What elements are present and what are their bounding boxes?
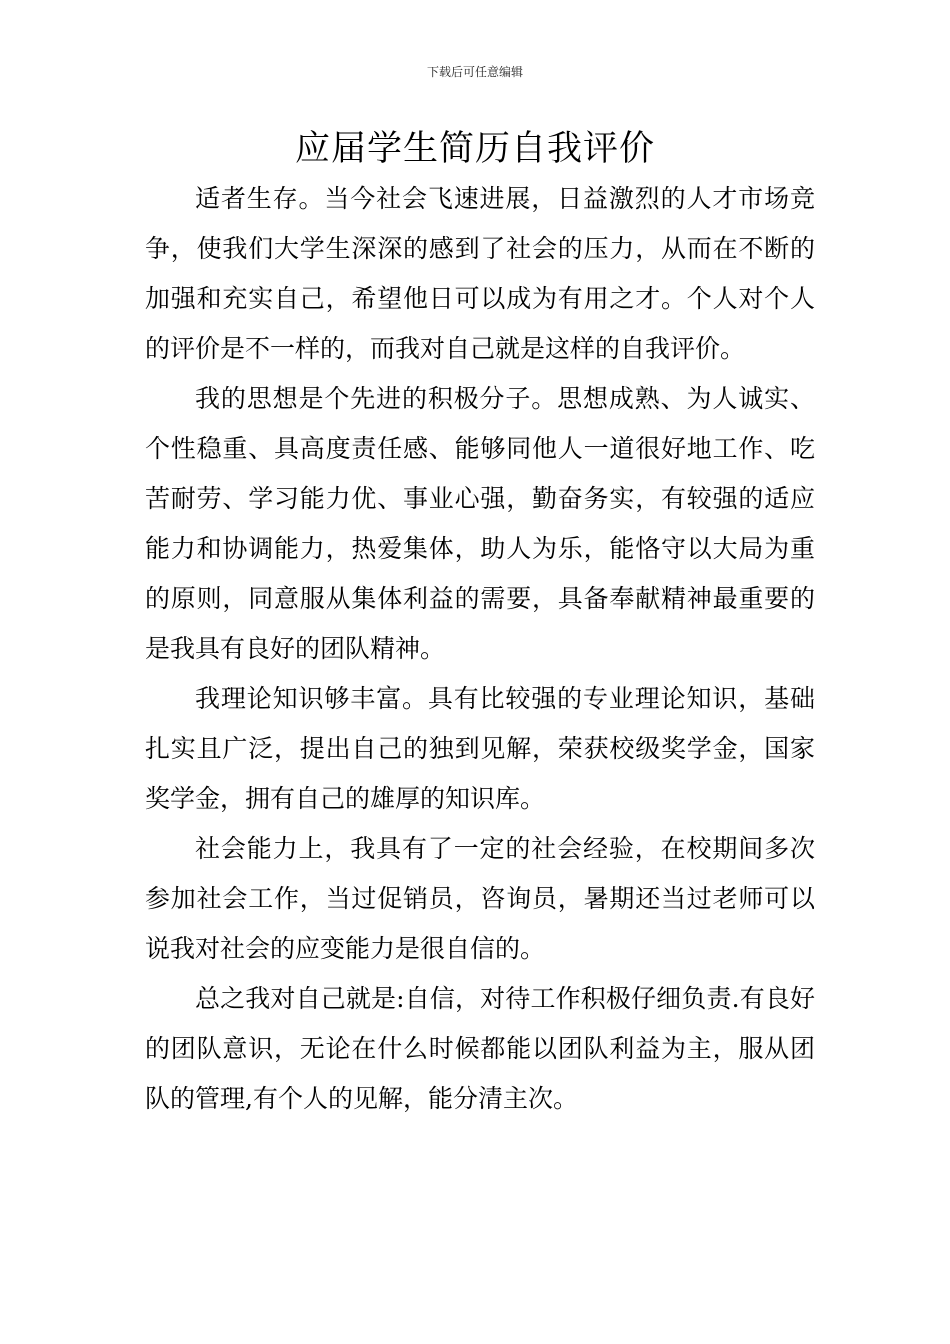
header-note: 下载后可任意编辑: [426, 65, 523, 79]
paragraph-intro: 适者生存。当今社会飞速进展，日益激烈的人才市场竞争，使我们大学生深深的感到了社会的压力，从而在不断的加强和充实自己，希望他日可以成为有用之才。个人对个人的评价是不一样的，而我对自己就是这样的自我评价。: [145, 184, 815, 363]
paragraph-social-ability: 社会能力上，我具有了一定的社会经验，在校期间多次参加社会工作，当过促销员，咨询员，暑期还当过老师可以说我对社会的应变能力是很自信的。: [145, 834, 815, 963]
paragraph-knowledge: 我理论知识够丰富。具有比较强的专业理论知识，基础扎实且广泛，提出自己的独到见解，荣获校级奖学金，国家奖学金，拥有自己的雄厚的知识库。: [145, 684, 815, 813]
document-title: 应届学生简历自我评价: [294, 129, 655, 169]
paragraph-summary: 总之我对自己就是:自信，对待工作积极仔细负责.有良好的团队意识，无论在什么时候都能以团队利益为主，服从团队的管理,有个人的见解，能分清主次。: [145, 984, 815, 1113]
document-body: [145, 174, 815, 1124]
paragraph-ideology: 我的思想是个先进的积极分子。思想成熟、为人诚实、个性稳重、具高度责任感、能够同他人一道很好地工作、吃苦耐劳、学习能力优、事业心强，勤奋务实，有较强的适应能力和协调能力，热爱集体，助人为乐，能恪守以大局为重的原则，同意服从集体利益的需要，具备奉献精神最重要的是我具有良好的团队精神。: [145, 384, 815, 663]
